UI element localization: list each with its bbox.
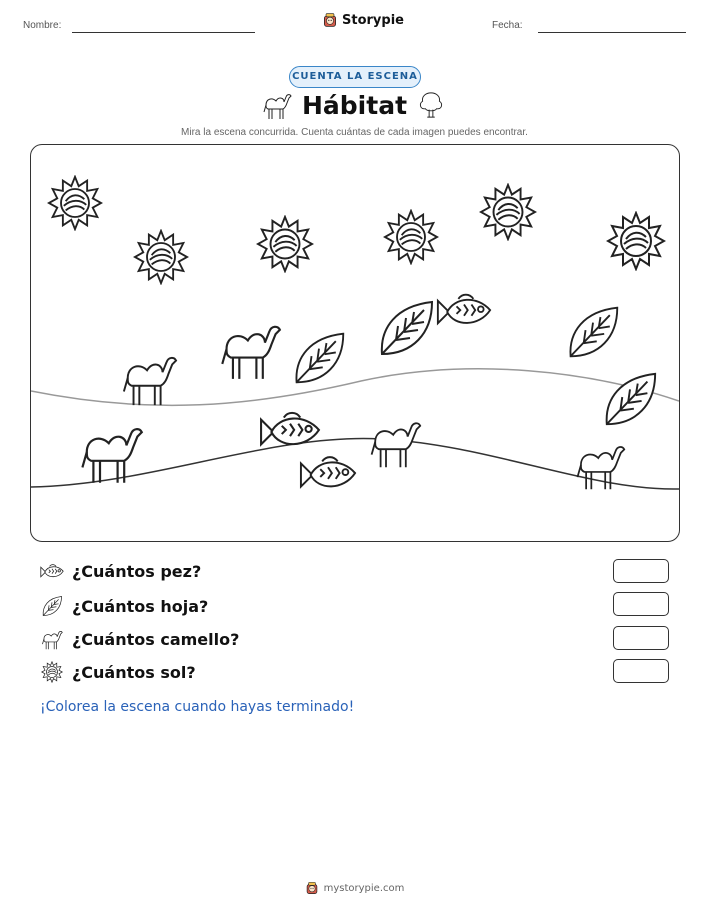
question-label: ¿Cuántos hoja? [72, 596, 209, 616]
question-leaf [40, 595, 208, 617]
question-label: ¿Cuántos sol? [72, 662, 196, 682]
answer-box-leaf[interactable] [613, 592, 669, 616]
sun-icon [49, 177, 101, 229]
page-title: Hábitat [301, 91, 408, 120]
brand-name: Storypie [342, 12, 404, 28]
leaf-icon [382, 302, 432, 354]
question-fish [40, 562, 201, 581]
storypie-logo-icon [322, 12, 338, 28]
leaf-icon [296, 334, 343, 383]
fish-icon [261, 413, 319, 445]
fish-icon [301, 457, 355, 486]
question-sun [40, 661, 196, 683]
answer-box-fish[interactable] [613, 559, 669, 583]
question-camel [40, 628, 239, 650]
footer-url[interactable]: mystorypie.com [323, 882, 405, 894]
camel-icon [82, 429, 141, 483]
sun-icon [481, 185, 535, 239]
sun-icon [608, 213, 664, 269]
camel-icon [372, 423, 421, 467]
instructions: Mira la escena concurrida. Cuenta cuántas de cada imagen puedes encontrar. [181, 127, 528, 138]
camel-icon [577, 447, 624, 489]
camel-icon [222, 327, 280, 379]
activity-badge: CUENTA LA ESCENA [289, 66, 421, 88]
answer-box-sun[interactable] [613, 659, 669, 683]
leaf-icon [40, 595, 64, 617]
color-instruction: ¡Colorea la escena cuando hayas terminado! [40, 699, 355, 715]
date-label: Fecha: [492, 20, 523, 31]
leaf-icon [607, 374, 655, 424]
sun-icon [258, 217, 312, 271]
counting-scene[interactable] [30, 144, 680, 542]
camel-icon [40, 628, 64, 650]
name-label: Nombre: [23, 20, 62, 31]
sun-icon [40, 661, 64, 683]
tree-icon [417, 90, 445, 120]
leaf-icon [570, 308, 617, 357]
date-line[interactable] [538, 32, 686, 33]
name-line[interactable] [72, 32, 255, 33]
brand-logo [322, 12, 404, 28]
camel-icon [124, 358, 176, 405]
sun-icon [385, 211, 437, 263]
fish-icon [40, 563, 64, 581]
question-label: ¿Cuántos pez? [72, 562, 202, 581]
storypie-logo-icon [305, 881, 319, 895]
scene-drawing [31, 145, 679, 541]
fish-icon [438, 295, 490, 323]
sun-icon [135, 231, 187, 283]
footer [0, 881, 709, 895]
question-label: ¿Cuántos camello? [72, 629, 240, 649]
answer-box-camel[interactable] [613, 626, 669, 650]
